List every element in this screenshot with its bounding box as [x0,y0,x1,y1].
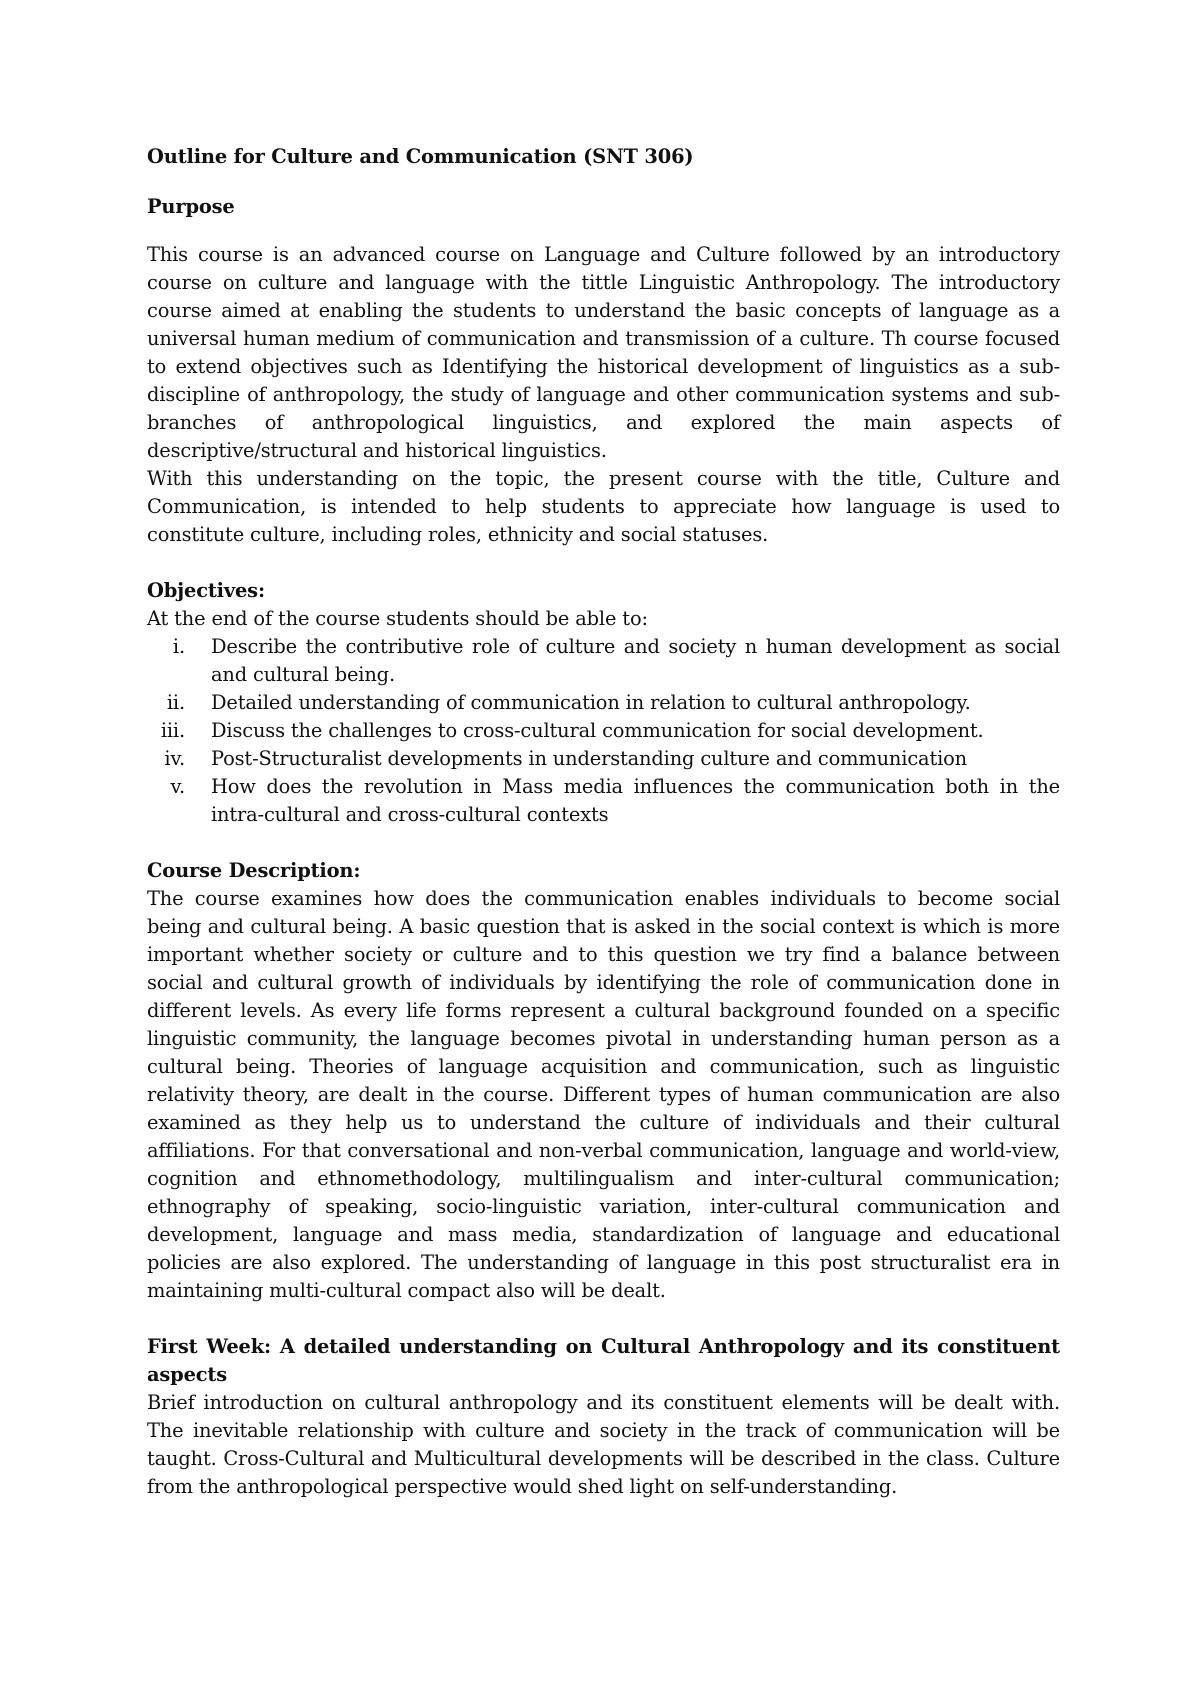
course-description-heading: Course Description: [147,859,361,882]
first-week-text: Brief introduction on cultural anthropology and its constituent elements will be dealt with. The inevitable relationship with culture and society in the track of communication will be taught. Cross-Cultural and Multicultural developments will be described in the class. Culture from the anthropological perspective would shed light on self-understanding. [147,1391,1060,1498]
purpose-heading: Purpose [147,195,235,218]
objective-item [147,633,1060,689]
objective-number: iii. [160,719,185,742]
objectives-list [147,633,1060,829]
document-title: Outline for Culture and Communication (SNT 306) [147,145,694,168]
objective-text: How does the revolution in Mass media influences the communication both in the intra-cultural and cross-cultural contexts [211,775,1060,826]
course-description-text: The course examines how does the communication enables individuals to become social being and cultural being. A basic question that is asked in the social context is which is more important whether society or culture and to this question we try find a balance between social and cultural growth of individuals by identifying the role of communication done in different levels. As every life forms represent a cultural background founded on a specific linguistic community, the language becomes pivotal in understanding human person as a cultural being. Theories of language acquisition and communication, such as linguistic relativity theory, are dealt in the course. Different types of human communication are also examined as they help us to understand the culture of individuals and their cultural affiliations. For that conversational and non-verbal communication, language and world-view, cognition and ethnomethodology, multilingualism and inter-cultural communication; ethnography of speaking, socio-linguistic variation, inter-cultural communication and development, language and mass media, standardization of language and educational policies are also explored. The understanding of language in this post structuralist era in maintaining multi-cultural compact also will be dealt. [147,887,1060,1302]
objective-text: Discuss the challenges to cross-cultural communication for social development. [211,719,984,742]
objective-item [147,745,1060,773]
objective-number: ii. [166,691,185,714]
first-week-heading: First Week: A detailed understanding on Cultural Anthropology and its constituent aspects [147,1335,1060,1386]
document-page [147,143,1060,1501]
objective-text: Describe the contributive role of culture and society n human development as social and cultural being. [211,635,1060,686]
objective-text: Post-Structuralist developments in understanding culture and communication [211,747,967,770]
objective-number: v. [170,775,185,798]
purpose-paragraph-2: With this understanding on the topic, the present course with the title, Culture and Communication, is intended to help students to appreciate how language is used to constitute culture, including roles, ethnicity and social statuses. [147,467,1060,546]
objective-number: iv. [164,747,185,770]
objective-item [147,717,1060,745]
objectives-heading: Objectives: [147,579,265,602]
objective-number: i. [172,635,185,658]
objective-item [147,773,1060,829]
purpose-paragraph-1: This course is an advanced course on Language and Culture followed by an introductory course on culture and language with the tittle Linguistic Anthropology. The introductory course aimed at enabling the students to understand the basic concepts of language as a universal human medium of communication and transmission of a culture. Th course focused to extend objectives such as Identifying the historical development of linguistics as a sub-discipline of anthropology, the study of language and other communication systems and sub-branches of anthropological linguistics, and explored the main aspects of descriptive/structural and historical linguistics. [147,243,1060,462]
objective-item [147,689,1060,717]
objectives-intro: At the end of the course students should be able to: [147,607,648,630]
objective-text: Detailed understanding of communication in relation to cultural anthropology. [211,691,971,714]
